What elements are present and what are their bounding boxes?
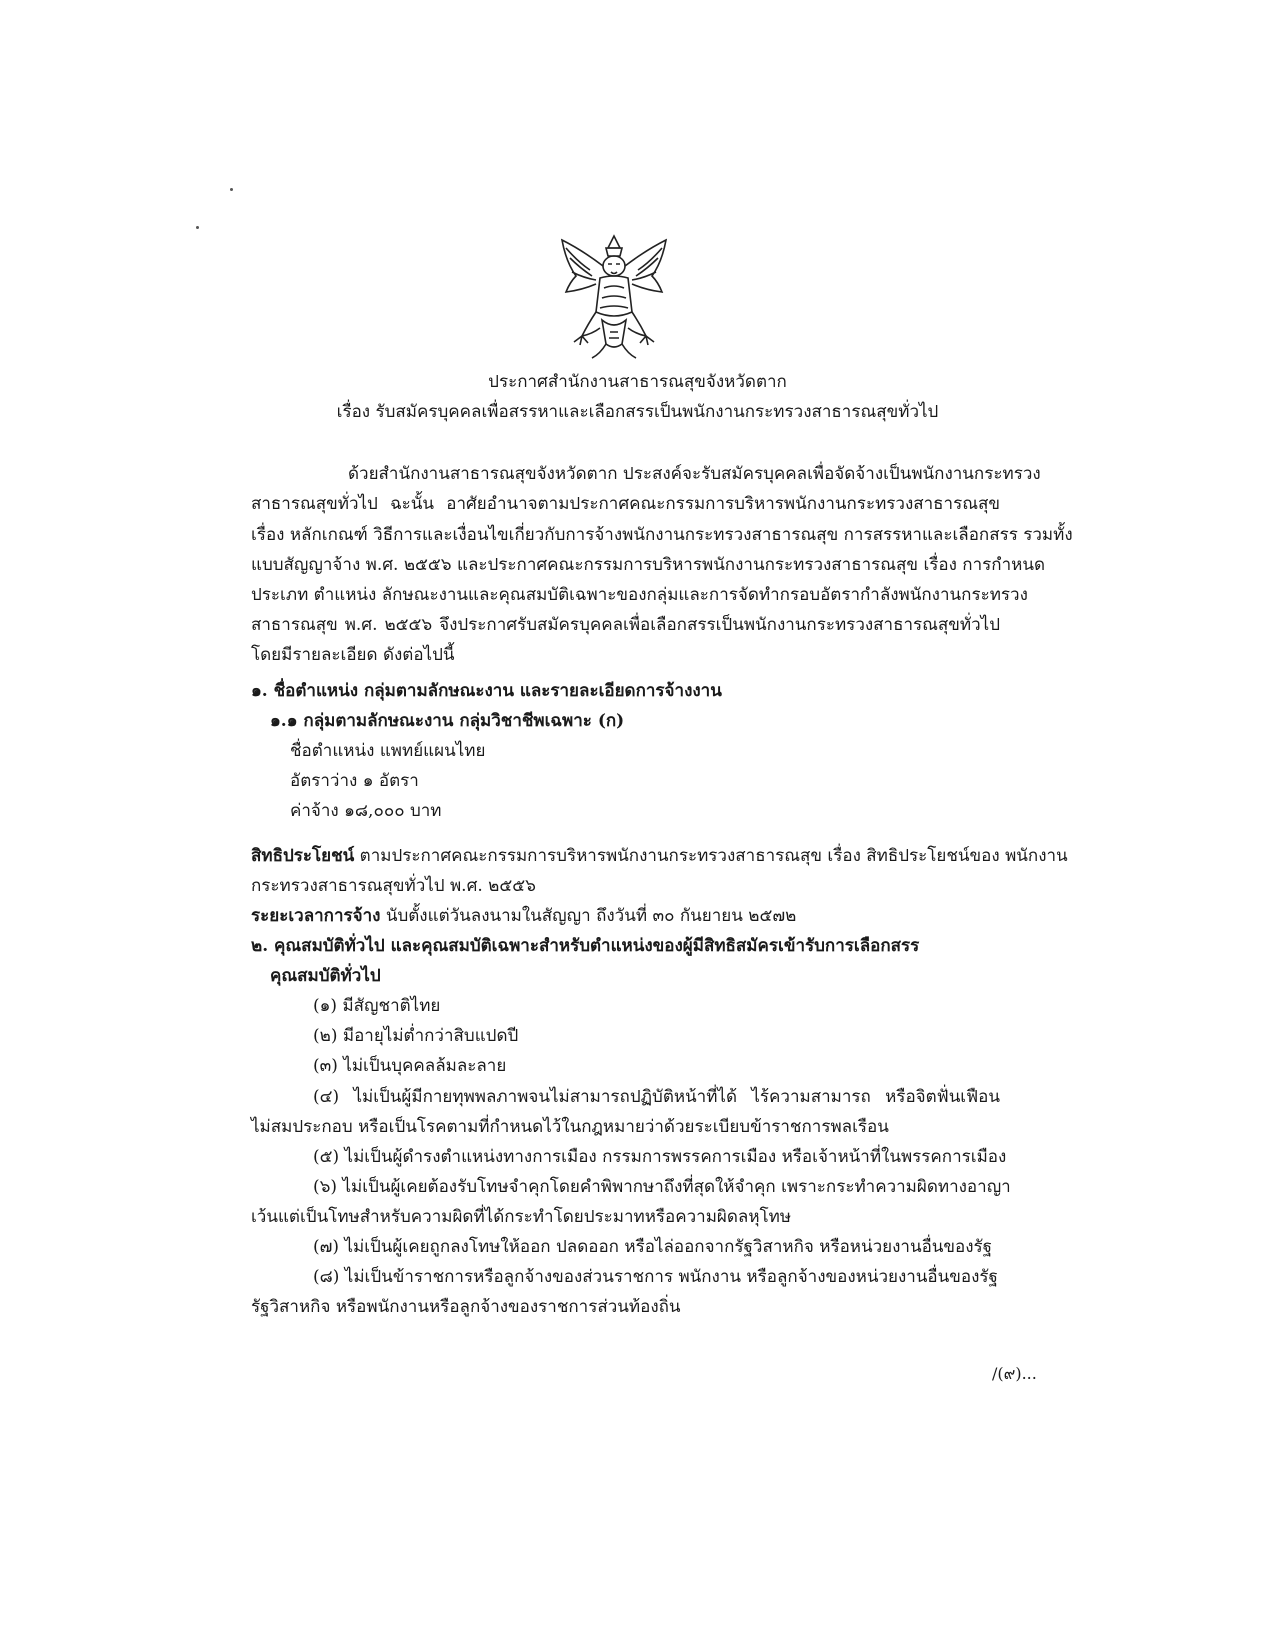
qualification-item: (๑) มีสัญชาติไทย xyxy=(313,996,441,1016)
salary: ค่าจ้าง ๑๘,๐๐๐ บาท xyxy=(290,801,442,821)
employment-period xyxy=(251,902,796,929)
period-text: นับตั้งแต่วันลงนามในสัญญา ถึงวันที่ ๓๐ กันยายน ๒๕๗๒ xyxy=(380,906,797,926)
intro-line: โดยมีรายละเอียด ดังต่อไปนี้ xyxy=(251,645,455,665)
scan-speck xyxy=(196,226,199,229)
intro-line: แบบสัญญาจ้าง พ.ศ. ๒๕๕๖ และประกาศคณะกรรมการบริหารพนักงานกระทรวงสาธารณสุข เรื่อง การกำหนด xyxy=(251,555,1045,575)
qualification-item-cont: เว้นแต่เป็นโทษสำหรับความผิดที่ได้กระทำโดยประมาทหรือความผิดลหุโทษ xyxy=(251,1207,792,1227)
period-label: ระยะเวลาการจ้าง xyxy=(251,906,381,926)
section1-heading: ๑. ชื่อตำแหน่ง กลุ่มตามลักษณะงาน และรายละเอียดการจ้างงาน xyxy=(251,681,722,701)
intro-line: เรื่อง หลักเกณฑ์ วิธีการและเงื่อนไขเกี่ยวกับการจ้างพนักงานกระทรวงสาธารณสุข การสรรหาและเลือกสรร รวมทั้ง xyxy=(251,525,1073,545)
section1-subheading: ๑.๑ กลุ่มตามลักษณะงาน กลุ่มวิชาชีพเฉพาะ (ก) xyxy=(270,711,625,731)
announcement-title: ประกาศสำนักงานสาธารณสุขจังหวัดตาก xyxy=(488,372,787,392)
qualification-item: (๕) ไม่เป็นผู้ดำรงตำแหน่งทางการเมือง กรรมการพรรคการเมือง หรือเจ้าหน้าที่ในพรรคการเมือง xyxy=(313,1147,1007,1167)
intro-line: สาธารณสุข พ.ศ. ๒๕๕๖ จึงประกาศรับสมัครบุคคลเพื่อเลือกสรรเป็นพนักงานกระทรวงสาธารณสุขทั่วไป xyxy=(251,615,1000,635)
qualification-item: (๗) ไม่เป็นผู้เคยถูกลงโทษให้ออก ปลดออก หรือไล่ออกจากรัฐวิสาหกิจ หรือหน่วยงานอื่นของรัฐ xyxy=(313,1237,993,1257)
qualification-item: (๒) มีอายุไม่ต่ำกว่าสิบแปดปี xyxy=(313,1026,519,1046)
benefits-text: ตามประกาศคณะกรรมการบริหารพนักงานกระทรวงสาธารณสุข เรื่อง สิทธิประโยชน์ของ พนักงาน xyxy=(354,846,1068,866)
qualification-item: (๓) ไม่เป็นบุคคลล้มละลาย xyxy=(313,1056,507,1076)
benefits-label: สิทธิประโยชน์ xyxy=(251,846,355,866)
qualification-item: (๖) ไม่เป็นผู้เคยต้องรับโทษจำคุกโดยคำพิพากษาถึงที่สุดให้จำคุก เพราะกระทำความผิดทางอาญา xyxy=(313,1177,1011,1197)
announcement-subject: เรื่อง รับสมัครบุคคลเพื่อสรรหาและเลือกสรรเป็นพนักงานกระทรวงสาธารณสุขทั่วไป xyxy=(336,402,939,422)
qualification-item-cont: ไม่สมประกอบ หรือเป็นโรคตามที่กำหนดไว้ในกฎหมายว่าด้วยระเบียบข้าราชการพลเรือน xyxy=(251,1117,889,1137)
section2-subheading: คุณสมบัติทั่วไป xyxy=(270,966,381,986)
intro-line: ประเภท ตำแหน่ง ลักษณะงานและคุณสมบัติเฉพาะของกลุ่มและการจัดทำกรอบอัตรากำลังพนักงานกระทรวง xyxy=(251,585,1028,605)
section2-heading: ๒. คุณสมบัติทั่วไป และคุณสมบัติเฉพาะสำหรับตำแหน่งของผู้มีสิทธิสมัครเข้ารับการเลือกสรร xyxy=(251,936,920,956)
qualification-item: (๘) ไม่เป็นข้าราชการหรือลูกจ้างของส่วนราชการ พนักงาน หรือลูกจ้างของหน่วยงานอื่นของรัฐ xyxy=(313,1267,998,1287)
garuda-emblem-icon xyxy=(552,232,676,362)
intro-line: สาธารณสุขทั่วไป ฉะนั้น อาศัยอำนาจตามประกาศคณะกรรมการบริหารพนักงานกระทรวงสาธารณสุข xyxy=(251,494,1000,514)
position-name: ชื่อตำแหน่ง แพทย์แผนไทย xyxy=(290,741,486,761)
qualification-item-cont: รัฐวิสาหกิจ หรือพนักงานหรือลูกจ้างของราชการส่วนท้องถิ่น xyxy=(251,1297,681,1317)
continued-marker: /(๙)... xyxy=(992,1364,1037,1383)
scan-speck xyxy=(230,188,233,191)
vacancy-count: อัตราว่าง ๑ อัตรา xyxy=(290,771,419,791)
benefits-line xyxy=(251,842,1068,869)
qualification-item: (๔) ไม่เป็นผู้มีกายทุพพลภาพจนไม่สามารถปฏิบัติหน้าที่ได้ ไร้ความสามารถ หรือจิตฟั่นเฟือน xyxy=(313,1087,1000,1107)
intro-line: ด้วยสำนักงานสาธารณสุขจังหวัดตาก ประสงค์จะรับสมัครบุคคลเพื่อจัดจ้างเป็นพนักงานกระทรวง xyxy=(348,464,1041,484)
benefits-text-cont: กระทรวงสาธารณสุขทั่วไป พ.ศ. ๒๕๕๖ xyxy=(251,876,536,896)
